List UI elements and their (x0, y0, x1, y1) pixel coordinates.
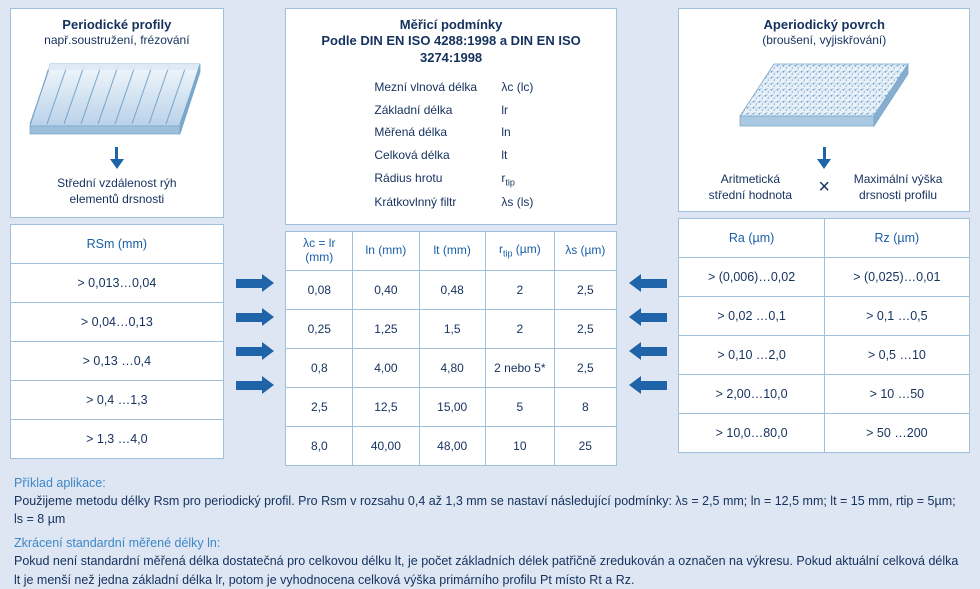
aperiodic-surface-title: Aperiodický povrch (763, 17, 885, 32)
rsm-header: RSm (mm) (11, 225, 224, 264)
arrow-right-icon (236, 274, 274, 292)
condition-row (286, 76, 615, 99)
rsm-cell: > 0,4 …1,3 (11, 381, 224, 420)
rz-header: Rz (µm) (824, 219, 969, 258)
rz-cell: > 0,5 …10 (824, 336, 969, 375)
condition-label: Měřená délka (374, 125, 448, 140)
arrow-row (629, 334, 667, 368)
arrow-right-icon (236, 376, 274, 394)
rz-cell: > 0,1 …0,5 (824, 297, 969, 336)
rtip-header-unit: (µm) (512, 242, 541, 257)
note-body: Pokud není standardní měřená délka dostatečná pro celkovou délku lt, je počet základních délek patřičně zredukován a označen na výkresu. Pokud aktuální celková délka lt je menší než jedna základní délka lr, potom je vyhodnocena celková výška primárního profilu Pt místo Rt a Rz. (14, 554, 959, 587)
arrow-left-icon (629, 308, 667, 326)
ln-header: ln (mm) (353, 232, 419, 271)
rz-cell: > 10 …50 (824, 375, 969, 414)
condition-row (286, 121, 615, 144)
periodic-caption-line1: Střední vzdálenost rýh (57, 175, 177, 190)
table-header-row (286, 232, 616, 271)
table-row (286, 388, 616, 427)
arrow-right-icon (236, 308, 274, 326)
condition-symbol (501, 167, 515, 191)
ra-cell: > 10,0…80,0 (679, 414, 824, 453)
ra-rz-table (678, 218, 970, 453)
condition-row (286, 99, 615, 122)
cell: 2,5 (554, 271, 616, 310)
right-column (678, 8, 970, 453)
rtip-header (485, 232, 554, 271)
table-row (679, 258, 970, 297)
cell: 10 (485, 427, 554, 466)
table-row (11, 264, 224, 303)
aperiodic-surface-header (679, 9, 969, 55)
arrow-row (236, 266, 274, 300)
cell: 1,25 (353, 310, 419, 349)
left-column (10, 8, 224, 459)
aperiodic-caption-left (690, 171, 810, 203)
note-shortening (14, 536, 966, 588)
cell: 1,5 (419, 310, 485, 349)
condition-label: Krátkovlnný filtr (374, 195, 457, 210)
ra-cell: > 2,00…10,0 (679, 375, 824, 414)
arrow-row (236, 300, 274, 334)
periodic-caption-line2: elementů drsnosti (69, 192, 165, 207)
rsm-table (10, 224, 224, 459)
periodic-profile-panel (10, 8, 224, 218)
aperiodic-caption (679, 169, 969, 211)
table-row (679, 297, 970, 336)
ra-cell: > 0,02 …0,1 (679, 297, 824, 336)
cell: 40,00 (353, 427, 419, 466)
condition-label: Základní délka (374, 102, 453, 117)
arrow-row (236, 368, 274, 402)
middle-column (285, 8, 616, 466)
aperiodic-caption-right-line1: Maximální výška (853, 171, 943, 186)
cell: 15,00 (419, 388, 485, 427)
left-arrow-group (234, 8, 276, 402)
note-title: Zkrácení standardní měřené délky ln: (14, 536, 221, 551)
measuring-conditions-title: Měřicí podmínky (399, 17, 503, 32)
cell: 0,08 (286, 271, 353, 310)
rtip-header-sub: tip (502, 248, 513, 259)
condition-symbol-sub: tip (505, 177, 515, 188)
table-header-row (679, 219, 970, 258)
cell: 8,0 (286, 427, 353, 466)
arrow-right-icon (236, 342, 274, 360)
cell: 2,5 (286, 388, 353, 427)
lt-header: lt (mm) (419, 232, 485, 271)
table-row (11, 381, 224, 420)
periodic-profile-subtitle: např.soustružení, frézování (44, 33, 190, 48)
right-arrow-group (627, 8, 669, 402)
rsm-cell: > 0,013…0,04 (11, 264, 224, 303)
condition-symbol: lr (501, 102, 509, 117)
condition-label: Rádius hrotu (374, 170, 443, 185)
cell: 2,5 (554, 310, 616, 349)
periodic-caption (11, 169, 223, 217)
lambda-s-header: λs (µm) (554, 232, 616, 271)
table-row (679, 336, 970, 375)
cell: 0,8 (286, 349, 353, 388)
aperiodic-surface-subtitle: (broušení, vyjiskřování) (762, 33, 887, 48)
cell: 0,40 (353, 271, 419, 310)
arrow-row (629, 266, 667, 300)
arrow-row (629, 300, 667, 334)
cell: 5 (485, 388, 554, 427)
condition-symbol-main: r (501, 170, 506, 185)
table-row (11, 342, 224, 381)
aperiodic-down-arrow (679, 147, 969, 169)
arrow-left-icon (629, 342, 667, 360)
measuring-conditions-standard: Podle DIN EN ISO 4288:1998 a DIN EN ISO 3274:1998 (321, 33, 581, 65)
note-title: Příklad aplikace: (14, 476, 106, 491)
cell: 48,00 (419, 427, 485, 466)
measuring-conditions-table (285, 231, 616, 466)
table-row (11, 303, 224, 342)
condition-symbol: λs (ls) (501, 195, 534, 210)
table-row (286, 427, 616, 466)
rtip-header-main: r (498, 242, 503, 257)
cell: 0,25 (286, 310, 353, 349)
periodic-down-arrow (11, 147, 223, 169)
arrow-left-icon (629, 376, 667, 394)
arrow-row (629, 368, 667, 402)
note-example (14, 476, 966, 528)
cell: 0,48 (419, 271, 485, 310)
aperiodic-caption-left-line1: Aritmetická (720, 171, 781, 186)
aperiodic-caption-left-line2: střední hodnota (708, 188, 793, 203)
aperiodic-surface-panel (678, 8, 970, 212)
rz-cell: > (0,025)…0,01 (824, 258, 969, 297)
cell: 25 (554, 427, 616, 466)
periodic-profile-title: Periodické profily (62, 17, 172, 32)
cell: 2 (485, 271, 554, 310)
condition-row (286, 167, 615, 191)
lambda-c-header: λc = lr (mm) (286, 232, 353, 271)
aperiodic-caption-right (838, 171, 958, 203)
table-row (11, 420, 224, 459)
condition-row (286, 191, 615, 214)
table-row (286, 271, 616, 310)
rsm-cell: > 0,13 …0,4 (11, 342, 224, 381)
measuring-conditions-panel (285, 8, 616, 225)
table-row (679, 375, 970, 414)
condition-label: Mezní vlnová délka (374, 79, 478, 94)
rsm-cell: > 0,04…0,13 (11, 303, 224, 342)
ra-cell: > 0,10 …2,0 (679, 336, 824, 375)
ra-header: Ra (µm) (679, 219, 824, 258)
cell: 2 (485, 310, 554, 349)
periodic-surface-illustration (11, 57, 223, 143)
cell: 4,00 (353, 349, 419, 388)
measuring-conditions-header (286, 9, 615, 72)
arrow-row (236, 334, 274, 368)
cell: 4,80 (419, 349, 485, 388)
cell: 8 (554, 388, 616, 427)
note-body: Použijeme metodu délky Rsm pro periodický profil. Pro Rsm v rozsahu 0,4 až 1,3 mm se nastaví následující podmínky: λs = 2,5 mm; ln = 12,5 mm; lt = 15 mm, rtip = 5µm; ls = 8 µm (14, 494, 956, 527)
ra-cell: > (0,006)…0,02 (679, 258, 824, 297)
cell: 2 nebo 5* (485, 349, 554, 388)
condition-row (286, 144, 615, 167)
arrow-left-icon (629, 274, 667, 292)
table-row (679, 414, 970, 453)
rsm-cell: > 1,3 …4,0 (11, 420, 224, 459)
table-header-row (11, 225, 224, 264)
cell: 2,5 (554, 349, 616, 388)
condition-label: Celková délka (374, 148, 450, 163)
condition-symbol: ln (501, 125, 511, 140)
multiply-icon: × (818, 175, 831, 198)
condition-symbol: lt (501, 148, 508, 163)
notes-section (10, 476, 970, 589)
aperiodic-caption-right-line2: drsnosti profilu (859, 188, 938, 203)
condition-symbol: λc (lc) (501, 79, 534, 94)
aperiodic-surface-illustration (679, 57, 969, 143)
rz-cell: > 50 …200 (824, 414, 969, 453)
conditions-list (286, 72, 615, 224)
periodic-profile-header (11, 9, 223, 55)
table-row (286, 310, 616, 349)
table-row (286, 349, 616, 388)
three-column-layout (10, 8, 970, 466)
cell: 12,5 (353, 388, 419, 427)
